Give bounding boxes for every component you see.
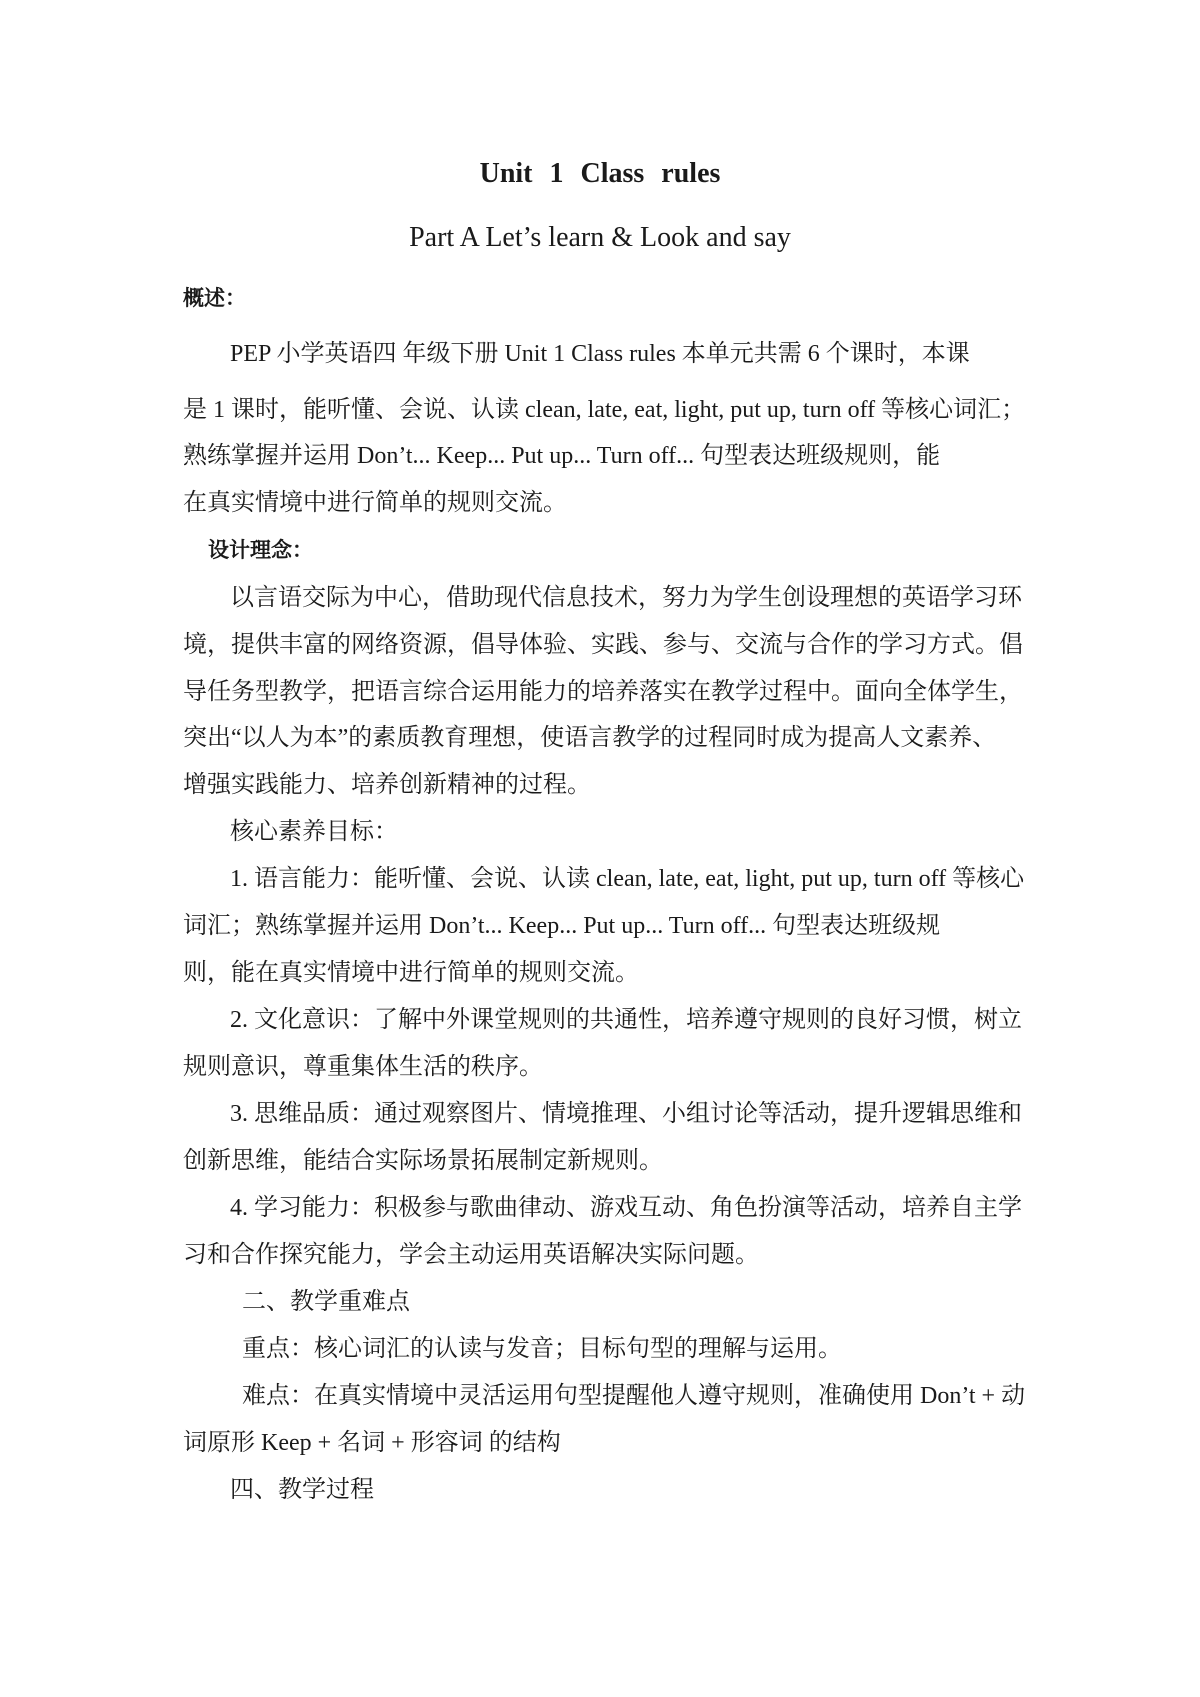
goals-line: 词汇；熟练掌握并运用 Don’t... Keep... Put up... Turn off... 句型表达班级规	[183, 913, 941, 939]
design-heading: 设计理念：	[208, 538, 313, 562]
goals-line: 规则意识，尊重集体生活的秩序。	[183, 1054, 543, 1080]
goals-line: 习和合作探究能力，学会主动运用英语解决实际问题。	[183, 1242, 759, 1268]
goals-line: 2. 文化意识：了解中外课堂规则的共通性，培养遵守规则的良好习惯，树立	[230, 1007, 1022, 1033]
process-heading: 四、教学过程	[230, 1477, 374, 1503]
page-subtitle: Part A Let’s learn & Look and say	[409, 222, 791, 253]
overview-line: PEP 小学英语四 年级下册 Unit 1 Class rules 本单元共需 6 个课时，本课	[230, 341, 970, 367]
goals-line: 则，能在真实情境中进行简单的规则交流。	[183, 960, 639, 986]
goals-line: 4. 学习能力：积极参与歌曲律动、游戏互动、角色扮演等活动，培养自主学	[230, 1195, 1022, 1221]
goals-line: 1. 语言能力：能听懂、会说、认读 clean, late, eat, light, put up, turn off 等核心	[230, 866, 1025, 892]
difficulty-line: 难点：在真实情境中灵活运用句型提醒他人遵守规则，准确使用 Don’t + 动	[242, 1383, 1026, 1409]
overview-heading: 概述：	[183, 286, 246, 310]
design-line: 境，提供丰富的网络资源，倡导体验、实践、参与、交流与合作的学习方式。倡	[183, 632, 1023, 658]
focus-text: 重点：核心词汇的认读与发音；目标句型的理解与运用。	[242, 1336, 842, 1362]
difficulty-line: 词原形 Keep + 名词 + 形容词 的结构	[183, 1430, 561, 1456]
overview-line: 熟练掌握并运用 Don’t... Keep... Put up... Turn off... 句型表达班级规则，能	[183, 443, 941, 469]
goals-line: 创新思维，能结合实际场景拓展制定新规则。	[183, 1148, 663, 1174]
overview-line: 在真实情境中进行简单的规则交流。	[183, 490, 567, 516]
overview-line: 是 1 课时，能听懂、会说、认读 clean, late, eat, light, put up, turn off 等核心词汇；	[183, 397, 1026, 423]
goals-line: 3. 思维品质：通过观察图片、情境推理、小组讨论等活动，提升逻辑思维和	[230, 1101, 1022, 1127]
design-line: 突出“以人为本”的素质教育理想，使语言教学的过程同时成为提高人文素养、	[183, 725, 997, 751]
design-line: 导任务型教学，把语言综合运用能力的培养落实在教学过程中。面向全体学生，	[183, 679, 1023, 705]
goals-heading: 核心素养目标：	[230, 819, 398, 845]
key-points-heading: 二、教学重难点	[242, 1289, 410, 1315]
design-line: 以言语交际为中心，借助现代信息技术，努力为学生创设理想的英语学习环	[230, 585, 1022, 611]
design-line: 增强实践能力、培养创新精神的过程。	[183, 772, 591, 798]
page-title: Unit 1 Class rules	[479, 158, 721, 189]
